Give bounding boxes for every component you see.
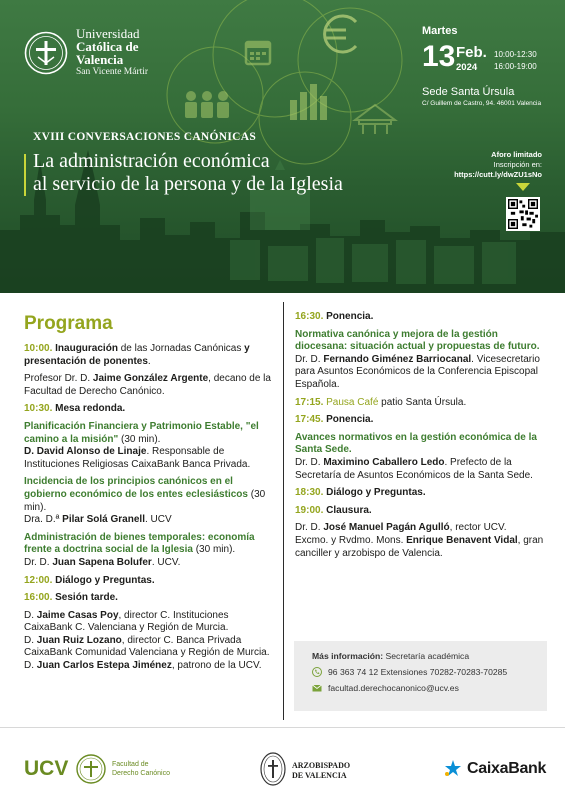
qr-code-icon[interactable] — [506, 197, 540, 231]
program-item: 16:00. Sesión tarde. — [24, 592, 118, 604]
capacity-note: Aforo limitado — [491, 150, 542, 159]
program-item: Dr. D. Fernando Giménez Barriocanal. Vicesecretario para Asuntos Económicos de la Conferencia Episcopal Española. — [295, 353, 540, 390]
header-banner — [0, 0, 565, 293]
caixabank-wordmark: CaixaBank — [467, 760, 547, 777]
email-icon — [312, 683, 322, 693]
program-item: D. Jaime Casas Poy, director C. Instituciones CaixaBank C. Valenciana y Región de Murcia. — [24, 609, 229, 634]
university-name-line4: San Vicente Mártir — [76, 67, 149, 77]
university-name-line2: Católica de — [76, 39, 139, 54]
time-slot-afternoon: 16:00-19:00 — [494, 62, 537, 71]
bar-chart-icon — [290, 84, 327, 120]
ucv-seal-icon — [76, 754, 106, 784]
arrow-down-icon — [516, 183, 530, 191]
program-item: Dr. D. José Manuel Pagán Agulló, rector UCV. — [295, 522, 507, 534]
ucv-wordmark: UCV — [24, 757, 69, 780]
venue-name: Sede Santa Úrsula — [422, 86, 515, 98]
month: Feb. — [456, 44, 487, 61]
archdiocese-seal-icon — [260, 752, 286, 786]
program-item: Incidencia de los principios canónicos en el gobierno económico de los entes eclesiásticos (30 min). — [24, 476, 266, 513]
program-item: Dra. D.ª Pilar Solá Granell. UCV — [24, 514, 172, 526]
year: 2024 — [456, 62, 478, 73]
program-item: 19:00. Clausura. — [295, 504, 372, 516]
program-item: Avances normativos en la gestión económica de la Santa Sede. — [295, 431, 537, 456]
program-item: D. Juan Ruiz Lozano, director C. Banca Privada CaixaBank Comunidad Valenciana y Región de Murcia. — [24, 634, 270, 659]
program-item: 10:30. Mesa redonda. — [24, 403, 126, 415]
program-item: D. Juan Carlos Estepa Jiménez, patrono de la UCV. — [24, 660, 262, 672]
column-divider — [283, 302, 284, 720]
program-item: Excmo. y Rvdmo. Mons. Enrique Benavent Vidal, gran canciller y arzobispo de Valencia. — [295, 534, 544, 559]
university-name-line3: Valencia — [76, 52, 124, 67]
event-title-line1: La administración económica — [33, 150, 270, 172]
program-item: 18:30. Diálogo y Preguntas. — [295, 487, 426, 499]
university-logo-icon[interactable] — [24, 31, 68, 75]
footer-divider — [0, 727, 565, 728]
archdiocese-name: ARZOBISPADO DE VALENCIA — [292, 761, 351, 780]
venue — [422, 86, 541, 107]
event-date — [422, 25, 537, 73]
program-item: Dr. D. Maximino Caballero Ledo. Prefecto de la Secretaría de Asuntos Económicos de la Santa Sede. — [295, 456, 533, 481]
event-title-line2: al servicio de la persona y de la Iglesia — [33, 173, 343, 195]
email-row — [312, 680, 537, 696]
event-title — [33, 150, 343, 196]
info-value: Secretaría académica — [385, 651, 470, 661]
university-name-line1: Universidad — [76, 26, 140, 41]
time-slot-morning: 10:00-12:30 — [494, 50, 537, 59]
program-item: Profesor Dr. D. Jaime González Argente, decano de la Facultad de Derecho Canónico. — [24, 373, 271, 397]
program-heading: Programa — [24, 313, 113, 334]
program-item: 10:00. Inauguración de las Jornadas Canónicas y presentación de ponentes. — [24, 343, 250, 367]
venue-address: C/ Guillem de Castro, 94. 46001 Valencia — [422, 100, 542, 107]
program-left-column — [24, 343, 272, 673]
event-edition-label: XVIII CONVERSACIONES CANÓNICAS — [33, 131, 257, 143]
registration-label: Inscripción en: — [493, 160, 542, 169]
phone-icon — [312, 667, 322, 677]
phone-row — [312, 664, 537, 680]
time-slots — [494, 49, 554, 73]
faculty-name: Facultad de Derecho Canónico — [112, 761, 170, 777]
registration-link[interactable]: https://cutt.ly/dwZU1sNo — [454, 170, 542, 179]
program-item: D. David Alonso de Linaje. Responsable de Instituciones Religiosas CaixaBank Banca Privada. — [24, 446, 251, 470]
program-right-column — [295, 311, 547, 565]
title-accent-bar — [24, 154, 26, 196]
email-address[interactable]: facultad.derechocanonico@ucv.es — [328, 683, 459, 693]
registration-info — [430, 150, 542, 180]
euro-icon — [325, 16, 356, 52]
people-icon — [185, 91, 229, 118]
program-item: 17:45. Ponencia. — [295, 414, 374, 426]
caixabank-star-icon — [442, 759, 464, 779]
university-name — [76, 27, 148, 79]
program-item: Planificación Financiera y Patrimonio Estable, "el camino a la misión" (30 min). — [24, 420, 259, 445]
program-item: Administración de bienes temporales: economía frente a doctrina social de la Iglesia (30 min). — [24, 531, 255, 556]
program-item: 16:30. Ponencia. — [295, 311, 374, 322]
phone-number[interactable]: 96 363 74 12 Extensiones 70282-70283-70285 — [328, 667, 508, 677]
day-name: Martes — [422, 25, 458, 37]
program-item: Normativa canónica y mejora de la gestión diocesana: situación actual y propuestas de futuro. — [295, 328, 540, 353]
info-row — [312, 648, 537, 664]
info-label: Más información: — [312, 651, 384, 661]
calendar-icon — [246, 42, 270, 64]
building-icon — [355, 105, 395, 134]
program-item: 17:15. Pausa Café patio Santa Úrsula. — [295, 396, 467, 408]
day-number: 13 — [422, 40, 456, 73]
contact-info-box — [294, 641, 547, 711]
program-item: 12:00. Diálogo y Preguntas. — [24, 574, 155, 586]
program-item: Dr. D. Juan Sapena Bolufer. UCV. — [24, 556, 181, 568]
